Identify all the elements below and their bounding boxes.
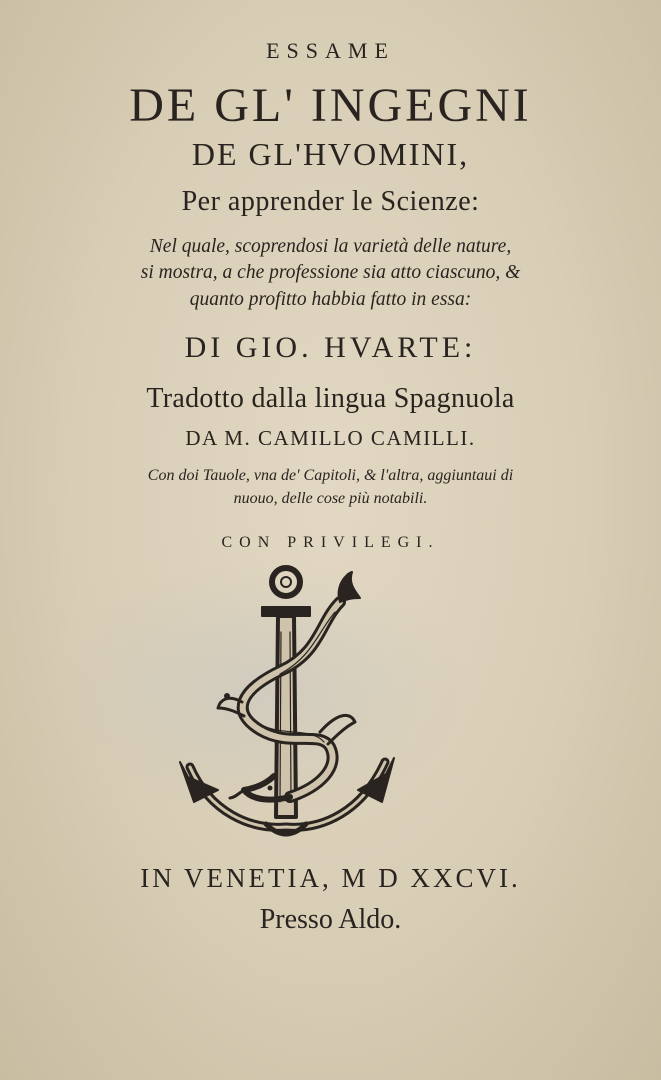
description-line-2: si mostra, a che professione sia atto ciascuno, & [140,262,521,283]
translator-line: DA M. CAMILLO CAMILLI. [185,426,476,450]
imprint-press: Presso Aldo. [259,904,402,935]
main-title: DE GL' INGEGNI [129,79,532,132]
description-line-3: quanto profitto habbia fatto in essa: [189,289,472,310]
anchor-dolphin-icon [170,562,405,844]
ink-dot [224,693,230,699]
description-line-1: Nel quale, scoprendosi la varietà delle nature, [149,236,512,257]
translation-line: Tradotto dalla lingua Spagnuola [146,383,515,414]
subtitle: DE GL'HVOMINI, [191,136,470,172]
author-line: DI GIO. HVARTE: [184,331,477,364]
essame-heading: ESSAME [266,38,395,63]
privilege-line: CON PRIVILEGI. [221,534,440,551]
tables-line-1: Con doi Tauole, vna de' Capitoli, & l'altra, aggiuntaui di [147,467,514,484]
tables-line-2: nuouo, delle cose più notabili. [233,490,428,507]
purpose-line: Per apprender le Scienze: [181,186,480,217]
imprint-place-date: IN VENETIA, M D XXCVI. [140,863,521,893]
